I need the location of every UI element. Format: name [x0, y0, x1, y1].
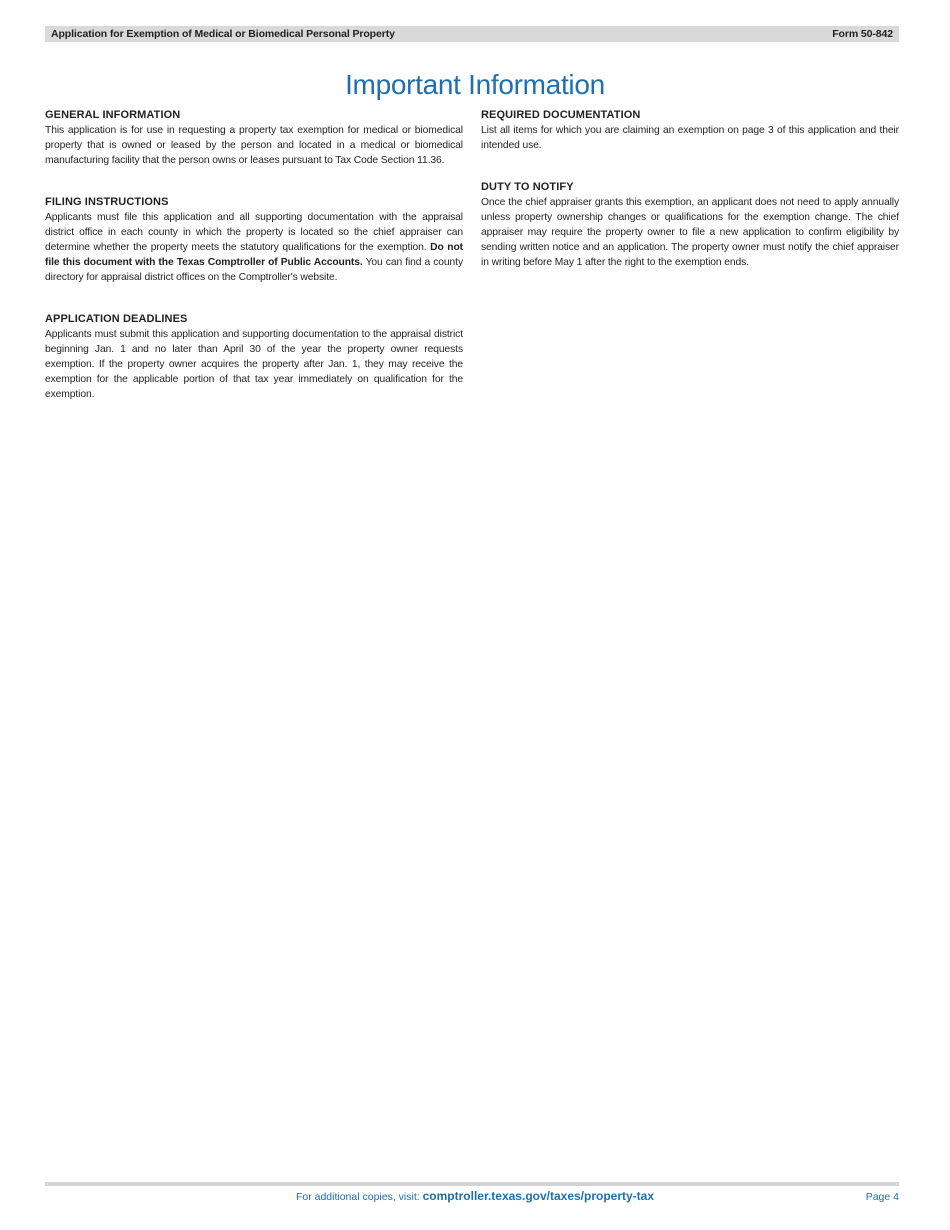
right-column	[481, 108, 899, 297]
filing-instructions-text: Applicants must file this application and all supporting documentation with the appraisal district office in each county in which the property is located so the chief appraiser can determine whether the property meets the statutory qualifications for the exemption.	[45, 212, 463, 253]
filing-instructions-body	[45, 210, 463, 285]
filing-instructions-heading: FILING INSTRUCTIONS	[45, 196, 169, 208]
footer-url-link[interactable]: comptroller.texas.gov/taxes/property-tax	[422, 1189, 655, 1203]
required-documentation-section	[481, 108, 899, 153]
duty-to-notify-heading: DUTY TO NOTIFY	[481, 181, 574, 193]
page-number: Page 4	[865, 1191, 899, 1203]
footer-divider	[45, 1182, 899, 1186]
application-deadlines-heading: APPLICATION DEADLINES	[45, 313, 188, 325]
general-information-section	[45, 108, 463, 168]
application-deadlines-section	[45, 312, 463, 402]
general-information-heading: GENERAL INFORMATION	[45, 109, 181, 121]
general-information-body: This application is for use in requesting a property tax exemption for medical or biomedical property that is owned or leased by the person and located in a medical or biomedical manufacturing facility that the person owns or leases pursuant to Tax Code Section 11.36.	[45, 125, 463, 166]
application-deadlines-body: Applicants must submit this application and supporting documentation to the appraisal district beginning Jan. 1 and no later than April 30 of the year the property owner requests exemption. If the property owner acquires the property after Jan. 1, they may receive the exemption for the applicable portion of that tax year immediately on qualification for the exemption.	[45, 329, 463, 400]
footer-copies	[0, 1189, 950, 1203]
form-title: Application for Exemption of Medical or Biomedical Personal Property	[51, 28, 395, 40]
form-number: Form 50-842	[832, 28, 893, 40]
footer-copies-label: For additional copies, visit:	[295, 1191, 423, 1203]
duty-to-notify-section	[481, 180, 899, 270]
form-header-bar	[45, 26, 899, 42]
required-documentation-body: List all items for which you are claiming an exemption on page 3 of this application and their intended use.	[481, 125, 899, 151]
duty-to-notify-body: Once the chief appraiser grants this exemption, an applicant does not need to apply annually unless property ownership changes or qualifications for the exemption change. The chief appraiser may require the property owner to file a new application to confirm eligibility by sending written notice and an application. The property owner must notify the chief appraiser in writing before May 1 after the right to the exemption ends.	[481, 197, 899, 268]
page-title: Important Information	[345, 68, 605, 100]
required-documentation-heading: REQUIRED DOCUMENTATION	[481, 109, 641, 121]
filing-instructions-warning: Do not file this document with the Texas Comptroller of Public Accounts.	[45, 242, 463, 268]
left-column	[45, 108, 463, 429]
filing-instructions-section	[45, 195, 463, 285]
filing-instructions-directory-text: You can find a county directory for appraisal district offices on the Comptroller's website.	[45, 257, 463, 283]
